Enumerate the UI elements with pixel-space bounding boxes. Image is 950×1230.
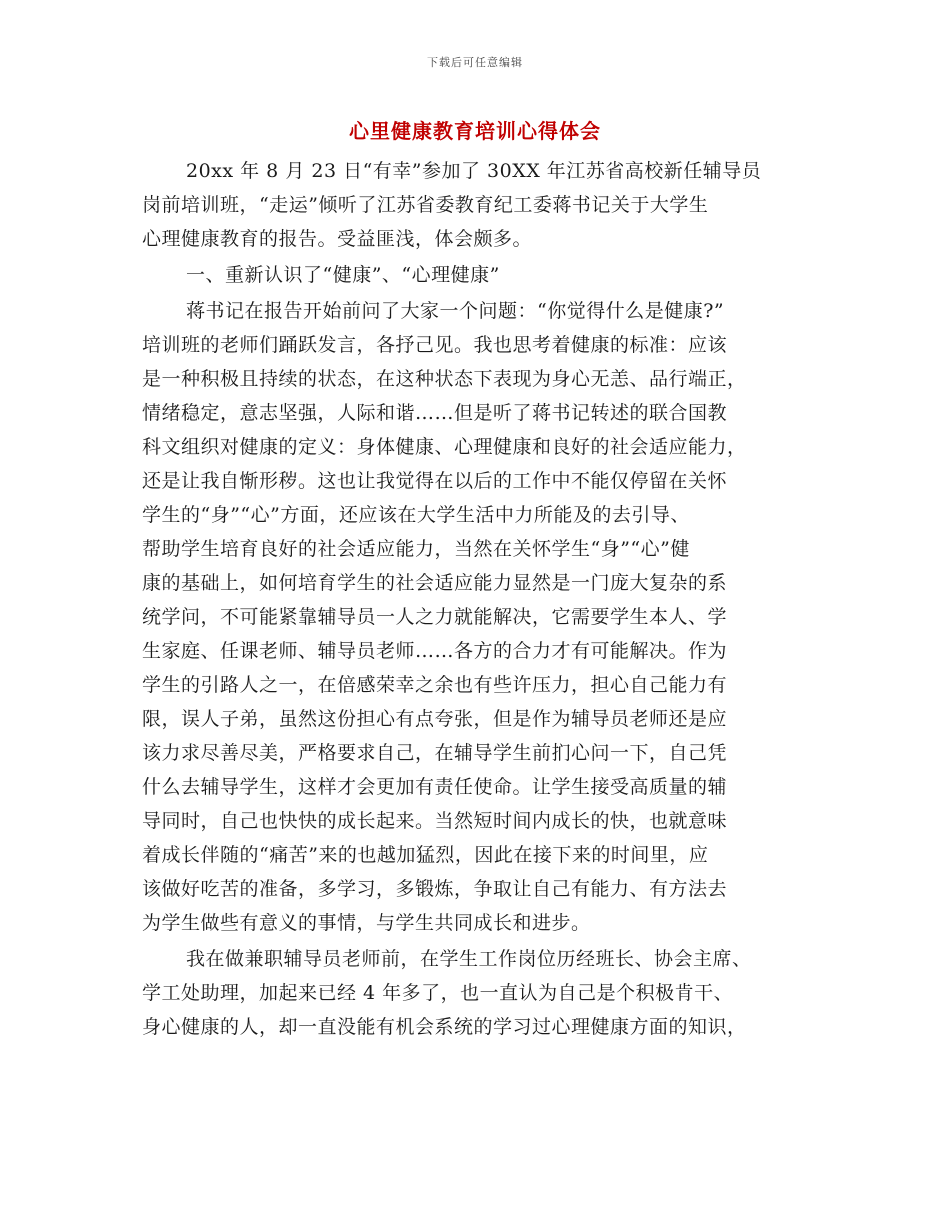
text-line: 生家庭、任课老师、辅导员老师……各方的合力才有可能解决。作为 <box>142 640 728 662</box>
section-heading <box>142 258 808 292</box>
text-line: 该做好吃苦的准备，多学习，多锻炼，争取让自己有能力、有方法去 <box>142 878 728 900</box>
page-header: 下载后可任意编辑 <box>427 56 523 69</box>
text-line: 学生的“身”“心”方面，还应该在大学生活中力所能及的去引导、 <box>142 504 690 526</box>
text-line: 限，误人子弟，虽然这份担心有点夸张，但是作为辅导员老师还是应 <box>142 708 728 730</box>
text-line: 学生的引路人之一，在倍感荣幸之余也有些许压力，担心自己能力有 <box>142 674 728 696</box>
document-body <box>142 154 808 1046</box>
text-line: 蒋书记在报告开始前问了大家一个问题：“你觉得什么是健康?” <box>186 300 725 322</box>
text-line: 我在做兼职辅导员老师前，在学生工作岗位历经班长、协会主席、 <box>186 948 752 970</box>
text-line: 什么去辅导学生，这样才会更加有责任使命。让学生接受高质量的辅 <box>142 776 728 798</box>
text-line: 是一种积极且持续的状态，在这种状态下表现为身心无恙、品行端正， <box>142 368 747 390</box>
text-line: 20xx 年 8 月 23 日“有幸”参加了 30XX 年江苏省高校新任辅导员 <box>186 160 762 182</box>
text-line: 康的基础上，如何培育学生的社会适应能力显然是一门庞大复杂的系 <box>142 572 728 594</box>
text-line: 岗前培训班，“走运”倾听了江苏省委教育纪工委蒋书记关于大学生 <box>142 194 709 216</box>
text-line: 着成长伴随的“痛苦”来的也越加猛烈，因此在接下来的时间里，应 <box>142 844 709 866</box>
paragraph-body <box>142 942 808 1044</box>
text-line: 培训班的老师们踊跃发言，各抒己见。我也思考着健康的标准：应该 <box>142 334 728 356</box>
text-line: 学工处助理，加起来已经 4 年多了，也一直认为自己是个积极肯干、 <box>142 982 734 1004</box>
text-line: 还是让我自惭形秽。这也让我觉得在以后的工作中不能仅停留在关怀 <box>142 470 728 492</box>
text-line: 情绪稳定，意志坚强，人际和谐……但是听了蒋书记转述的联合国教 <box>142 402 728 424</box>
text-line: 心理健康教育的报告。受益匪浅，体会颇多。 <box>142 228 533 250</box>
text-line: 导同时，自己也快快的成长起来。当然短时间内成长的快，也就意味 <box>142 810 728 832</box>
document-title: 心里健康教育培训心得体会 <box>349 119 601 143</box>
text-line: 一、重新认识了“健康”、“心理健康” <box>186 264 500 286</box>
text-line: 统学问，不可能紧靠辅导员一人之力就能解决，它需要学生本人、学 <box>142 606 728 628</box>
text-line: 科文组织对健康的定义：身体健康、心理健康和良好的社会适应能力， <box>142 436 747 458</box>
paragraph-intro <box>142 154 808 256</box>
text-line: 该力求尽善尽美，严格要求自己，在辅导学生前扪心问一下，自己凭 <box>142 742 728 764</box>
text-line: 帮助学生培育良好的社会适应能力，当然在关怀学生“身”“心”健 <box>142 538 690 560</box>
text-line: 身心健康的人，却一直没能有机会系统的学习过心理健康方面的知识， <box>142 1016 747 1038</box>
text-line: 为学生做些有意义的事情，与学生共同成长和进步。 <box>142 912 591 934</box>
paragraph-body <box>142 294 808 940</box>
